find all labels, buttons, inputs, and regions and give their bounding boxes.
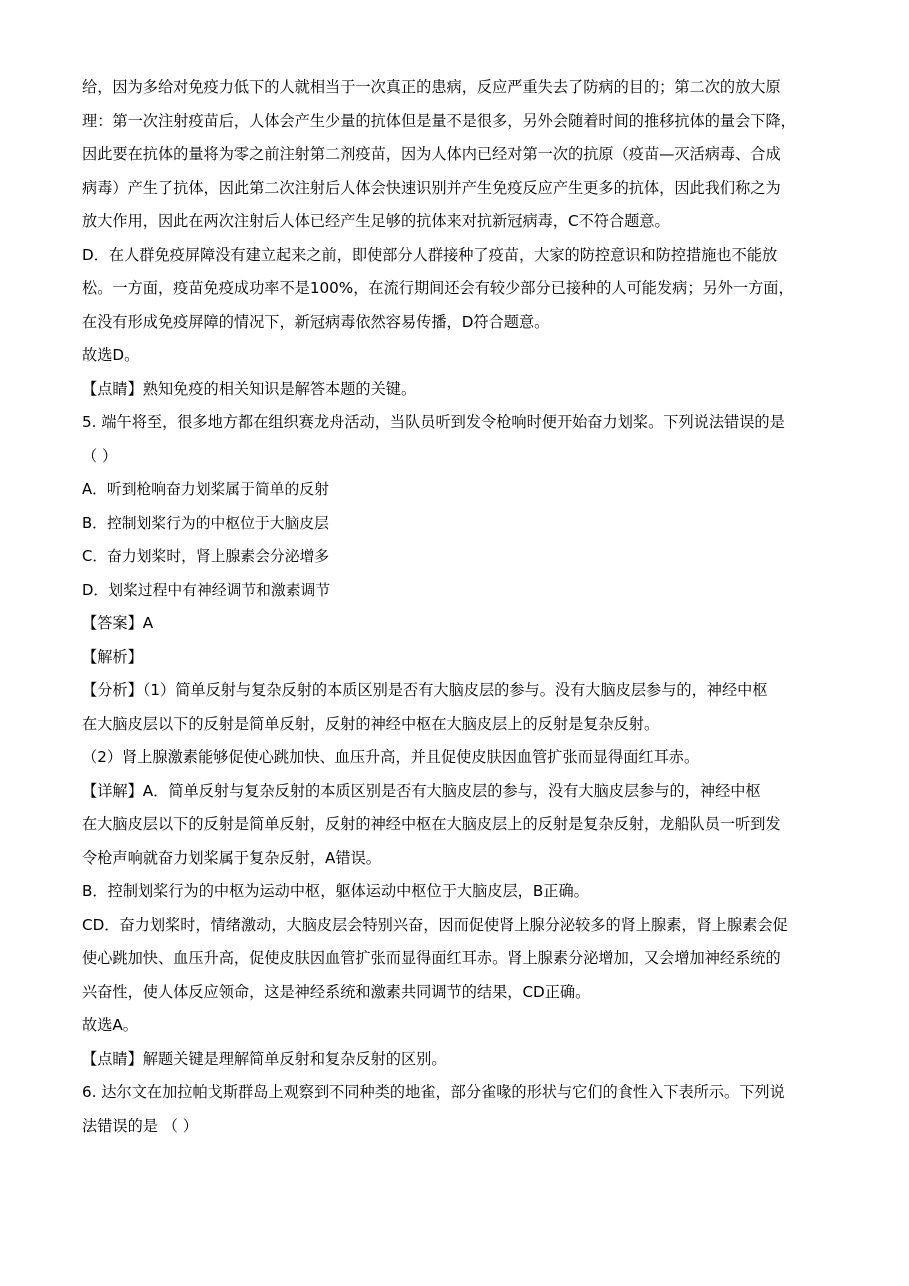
text-line: 理：第一次注射疫苗后，人体会产生少量的抗体但是量不是很多，另外会随着时间的推移抗体的量会下降， — [82, 111, 796, 130]
question-5-bracket: （ ） — [82, 446, 118, 465]
detail-line: 兴奋性，使人体反应领命，这是神经系统和激素共同调节的结果，CD正确。 — [82, 982, 591, 1001]
key-point-line: 【点睛】解题关键是理解简单反射和复杂反射的区别。 — [82, 1049, 447, 1068]
analysis-line: 在大脑皮层以下的反射是简单反射，反射的神经中枢在大脑皮层上的反射是复杂反射。 — [82, 714, 660, 733]
text-line: 因此要在抗体的量将为零之前注射第二剂疫苗，因为人体内已经对第一次的抗原（疫苗—灭活病毒、合成 — [82, 145, 781, 163]
analysis-label: 【解析】 — [82, 647, 143, 666]
question-6-stem-continued: 法错误的是 （ ） — [82, 1116, 198, 1135]
analysis-line: 【分析】（1）简单反射与复杂反射的本质区别是否有大脑皮层的参与。没有大脑皮层参与的，神经中枢 — [82, 681, 768, 699]
question-5-option-a: A．听到枪响奋力划桨属于简单的反射 — [82, 481, 329, 498]
analysis-line: （2）肾上腺激素能够促使心跳加快、血压升高，并且促使皮肤因血管扩张而显得面红耳赤。 — [82, 748, 700, 766]
question-5-stem: 5. 端午将至，很多地方都在组织赛龙舟活动，当队员听到发令枪响时便开始奋力划桨。下列说法错误的是 — [82, 413, 785, 431]
answer-choice-line: 故选D。 — [82, 346, 140, 364]
question-5-option-d: D．划桨过程中有神经调节和激素调节 — [82, 581, 331, 599]
text-line: 在没有形成免疫屏障的情况下，新冠病毒依然容易传播，D符合题意。 — [82, 312, 550, 331]
question-5-option-c: C．奋力划桨时，肾上腺素会分泌增多 — [82, 548, 330, 565]
text-line: 放大作用，因此在两次注射后人体已经产生足够的抗体来对抗新冠病毒，C不符合题意。 — [82, 212, 670, 230]
text-line: 给，因为多给对免疫力低下的人就相当于一次真正的患病，反应严重失去了防病的目的；第二次的放大原 — [82, 78, 781, 96]
text-line: 松。一方面，疫苗免疫成功率不是100%，在流行期间还会有较少部分已接种的人可能发病；另外一方面， — [82, 279, 794, 297]
key-point-line: 【点睛】熟知免疫的相关知识是解答本题的关键。 — [82, 379, 417, 398]
detail-line: 在大脑皮层以下的反射是简单反射，反射的神经中枢在大脑皮层上的反射是复杂反射，龙船队员一听到发 — [82, 815, 781, 833]
detail-line: CD．奋力划桨时，情绪激动，大脑皮层会特别兴奋，因而促使肾上腺分泌较多的肾上腺素，肾上腺素会促 — [82, 915, 788, 934]
answer-choice-line: 故选A。 — [82, 1016, 138, 1034]
detail-line: 使心跳加快、血压升高，促使皮肤因血管扩张而显得面红耳赤。肾上腺素分泌增加，又会增加神经系统的 — [82, 949, 781, 967]
text-line: 病毒）产生了抗体，因此第二次注射后人体会快速识别并产生免疫反应产生更多的抗体，因此我们称之为 — [82, 178, 781, 197]
option-d-explanation: D．在人群免疫屏障没有建立起来之前，即使部分人群接种了疫苗，大家的防控意识和防控措施也不能放 — [82, 245, 778, 264]
question-6-stem: 6. 达尔文在加拉帕戈斯群岛上观察到不同种类的地雀，部分雀喙的形状与它们的食性入下表所示。下列说 — [82, 1083, 785, 1101]
detail-line: B．控制划桨行为的中枢为运动中枢，躯体运动中枢位于大脑皮层，B正确。 — [82, 882, 589, 900]
detail-line: 令枪声响就奋力划桨属于复杂反射，A错误。 — [82, 848, 381, 867]
answer-label: 【答案】A — [82, 614, 154, 632]
detail-line: 【详解】A．简单反射与复杂反射的本质区别是否有大脑皮层的参与，没有大脑皮层参与的，神经中枢 — [82, 781, 761, 800]
question-5-option-b: B．控制划桨行为的中枢位于大脑皮层 — [82, 514, 329, 532]
